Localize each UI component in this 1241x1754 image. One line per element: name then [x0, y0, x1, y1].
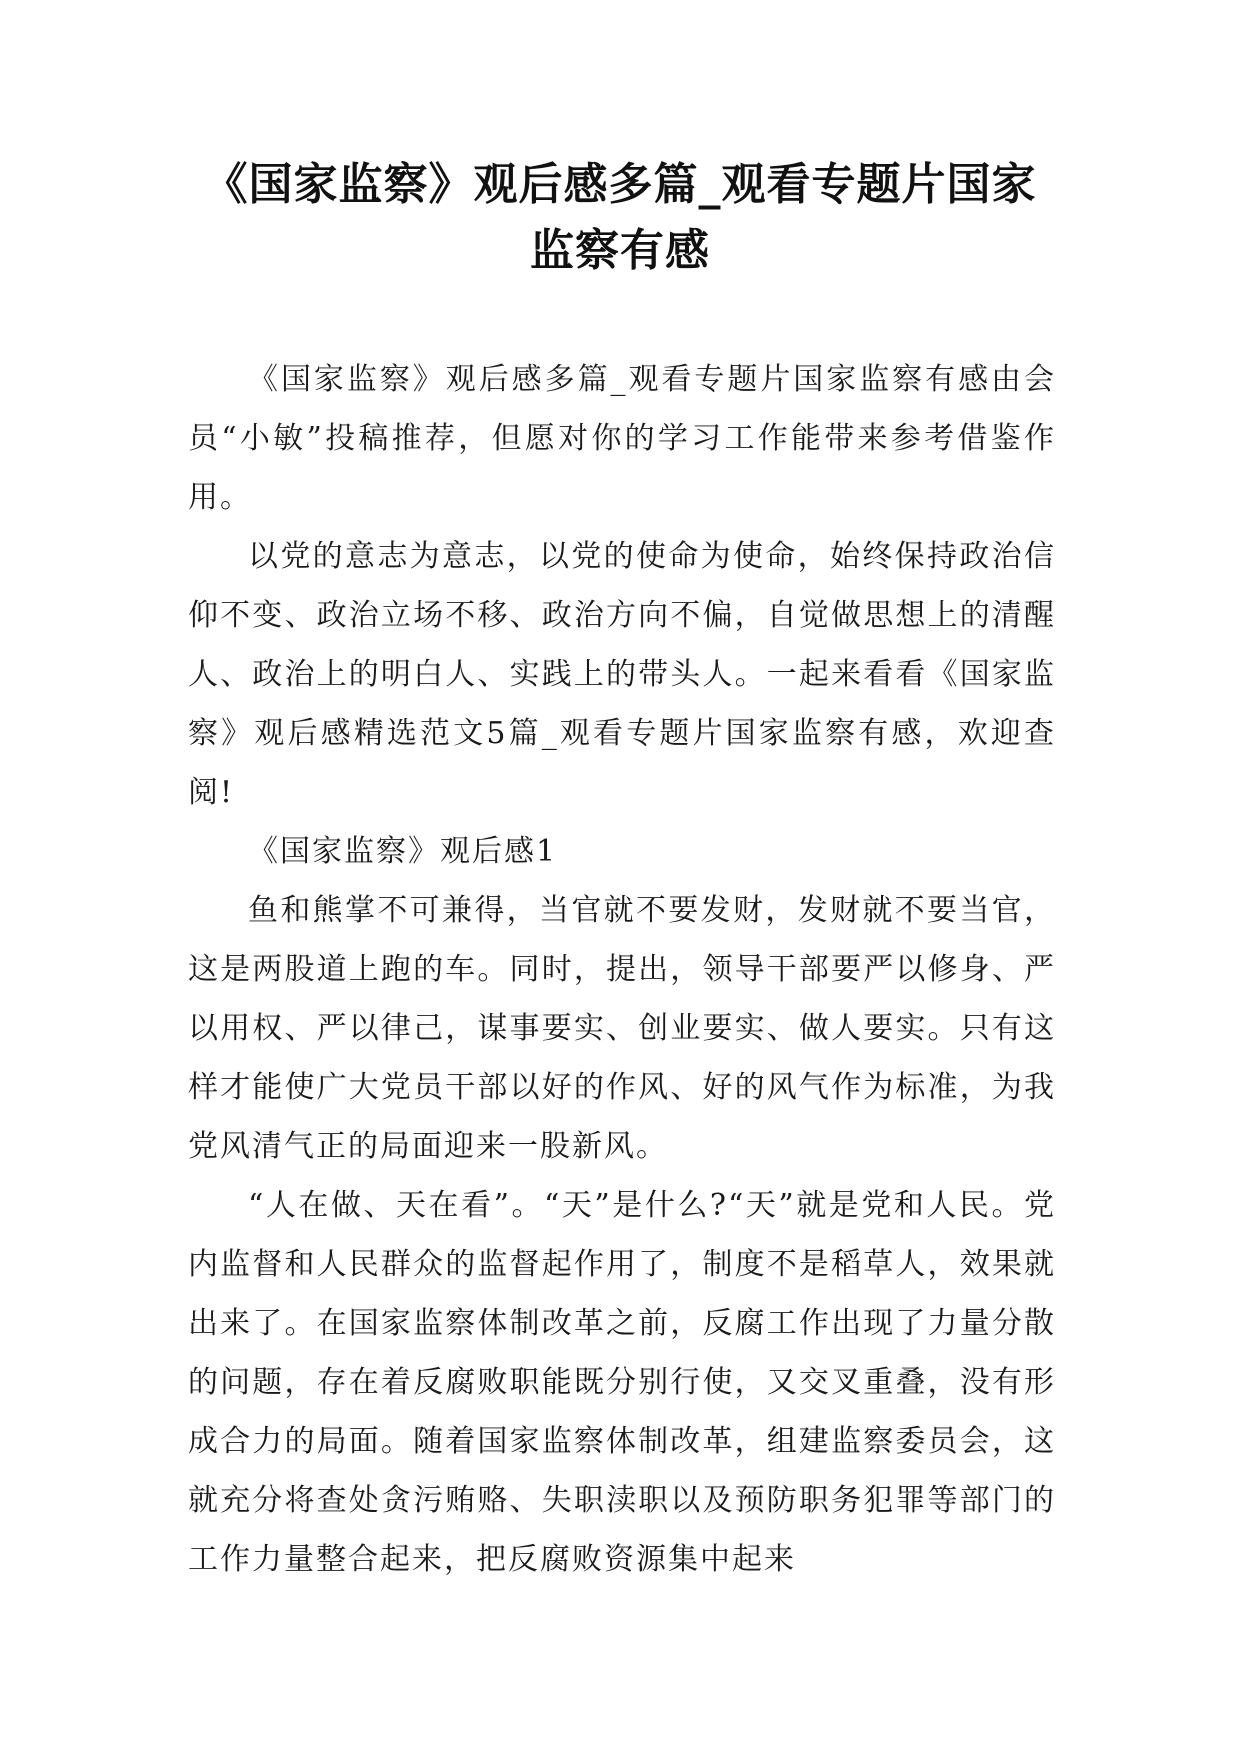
title-line-1: 《国家监察》观后感多篇_观看专题片国家: [203, 159, 1037, 210]
paragraph-body-1: 鱼和熊掌不可兼得，当官就不要发财，发财就不要当官，这是两股道上跑的车。同时，提出，领导干部要严以修身、严以用权、严以律己，谋事要实、创业要实、做人要实。只有这样才能使广大党员干部以好的作风、好的风气作为标准，为我党风清气正的局面迎来一股新风。: [188, 893, 1056, 1164]
paragraph-intro: 《国家监察》观后感多篇_观看专题片国家监察有感由会员“小敏”投稿推荐，但愿对你的学习工作能带来参考借鉴作用。: [188, 362, 1056, 515]
paragraph-body-2: “人在做、天在看”。“天”是什么?“天”就是党和人民。党内监督和人民群众的监督起作用了，制度不是稻草人，效果就出来了。在国家监察体制改革之前，反腐工作出现了力量分散的问题，存在着反腐败职能既分别行使，又交叉重叠，没有形成合力的局面。随着国家监察体制改革，组建监察委员会，这就充分将查处贪污贿赂、失职渎职以及预防职务犯罪等部门的工作力量整合起来，把反腐败资源集中起来: [188, 1188, 1056, 1577]
section-heading: 《国家监察》观后感1: [248, 834, 558, 869]
document-title: [160, 152, 1080, 284]
paragraph-summary: 以党的意志为意志，以党的使命为使命，始终保持政治信仰不变、政治立场不移、政治方向不偏，自觉做思想上的清醒人、政治上的明白人、实践上的带头人。一起来看看《国家监察》观后感精选范文5篇_观看专题片国家监察有感，欢迎查阅!: [188, 539, 1056, 810]
title-line-2: 监察有感: [530, 225, 710, 276]
document-body: [188, 350, 1056, 1589]
